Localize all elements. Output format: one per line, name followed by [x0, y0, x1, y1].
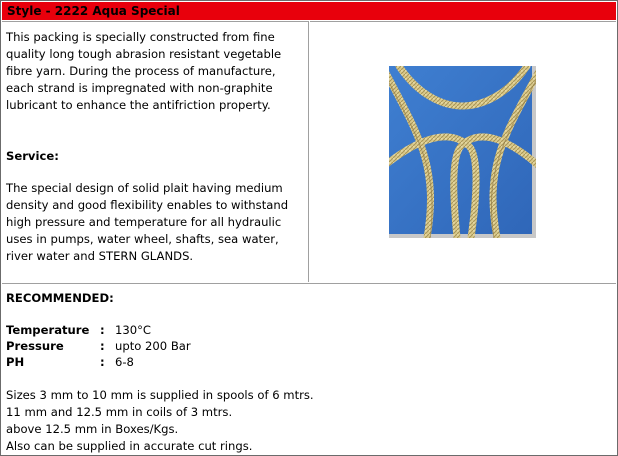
recommended-cell [2, 283, 616, 456]
product-title-bar [2, 2, 616, 20]
spec-label: Pressure [6, 339, 64, 353]
spec-separator: : [100, 339, 105, 353]
spec-separator: : [100, 355, 105, 369]
spec-separator: : [100, 323, 105, 337]
product-description: This packing is specially constructed from fine quality long tough abrasion resistant vegetable fibre yarn. During the process of manufacture, each strand is impregnated with non-graphite lubricant to enhance the antifriction property. [6, 30, 282, 112]
service-text: The special design of solid plait having medium density and good flexibility enables to withstand high pressure and temperature for all hydraulic uses in pumps, water wheel, shafts, sea water, river water and STERN GLANDS. [6, 181, 289, 263]
supply-line: Sizes 3 mm to 10 mm is supplied in spools of 6 mtrs. [6, 388, 314, 402]
supply-sizes [6, 387, 606, 455]
service-heading: Service: [6, 149, 59, 163]
spec-value: 130°C [115, 323, 152, 337]
spec-label: PH [6, 355, 25, 369]
packing-rope-photo [389, 66, 536, 238]
spec-value: upto 200 Bar [115, 339, 191, 353]
spec-value: 6-8 [115, 355, 134, 369]
spec-label: Temperature [6, 323, 90, 337]
description-cell [2, 21, 309, 282]
supply-line: Also can be supplied in accurate cut rings. [6, 439, 253, 453]
image-cell [310, 21, 616, 282]
spec-row-pressure [6, 338, 306, 354]
spec-row-ph [6, 354, 306, 370]
supply-line: 11 mm and 12.5 mm in coils of 3 mtrs. [6, 405, 233, 419]
supply-line: above 12.5 mm in Boxes/Kgs. [6, 422, 179, 436]
product-title: Style - 2222 Aqua Special [7, 4, 180, 18]
recommended-heading: RECOMMENDED: [6, 291, 114, 305]
spec-row-temperature [6, 322, 306, 338]
